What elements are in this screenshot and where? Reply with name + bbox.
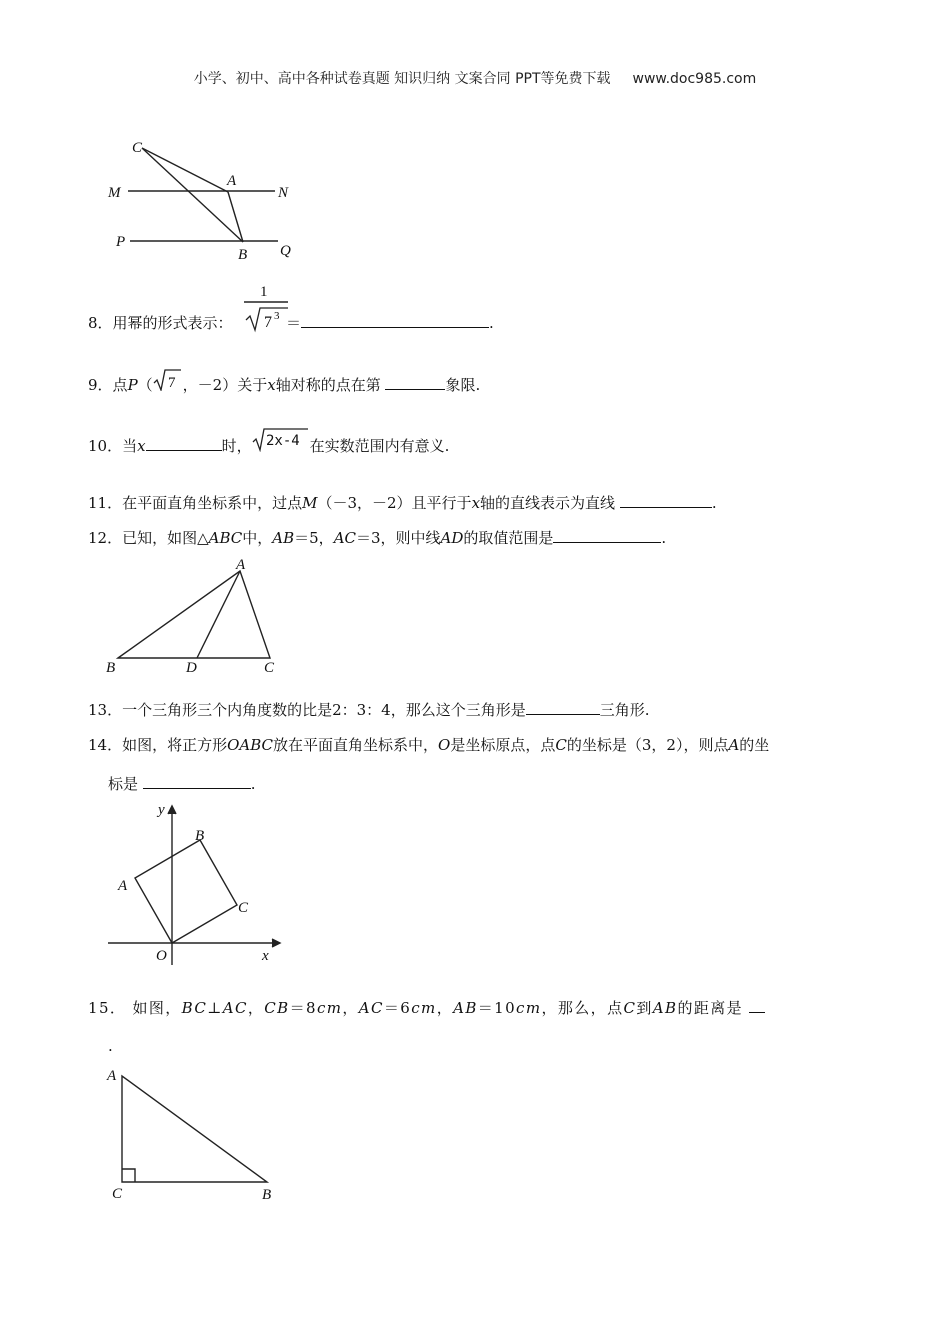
question-13: 13．一个三角形三个内角度数的比是2：3：4，那么这个三角形是 三角形. [88, 701, 650, 719]
question-15-end: . [108, 1037, 113, 1055]
answer-blank[interactable] [620, 493, 712, 508]
answer-blank[interactable] [385, 375, 445, 390]
question-9: 9．点P（ 7 ，－2）关于x轴对称的点在第 象限. [88, 373, 480, 395]
question-14: 14．如图，将正方形OABC放在平面直角坐标系中，O是坐标原点，点C的坐标是（3，2），则点A的坐 [88, 736, 770, 754]
question-11: 11．在平面直角坐标系中，过点M（－3，－2）且平行于x轴的直线表示为直线 . [88, 494, 717, 512]
figure-triangle-abc-median [100, 555, 290, 680]
page-header [0, 68, 950, 88]
answer-blank[interactable] [553, 528, 661, 543]
label-B: B [195, 828, 205, 844]
answer-blank[interactable] [143, 774, 251, 789]
label-B: B [238, 247, 248, 263]
question-10: 10．当x 时， 2x-4 在实数范围内有意义. [88, 434, 449, 456]
svg-text:7: 7 [167, 375, 176, 391]
sqrt-7 [153, 367, 183, 391]
sqrt-2x-4 [252, 426, 310, 452]
label-A: A [236, 557, 246, 573]
question-14-line2: 标是 . [108, 775, 256, 793]
answer-blank[interactable] [749, 998, 765, 1013]
label-x: x [262, 948, 269, 964]
label-D: D [186, 660, 197, 676]
svg-text:7: 7 [264, 314, 272, 331]
label-C: C [112, 1186, 123, 1202]
header-url[interactable]: www.doc985.com [632, 71, 757, 87]
answer-blank[interactable] [526, 700, 600, 715]
label-O: O [156, 948, 167, 964]
answer-blank[interactable] [146, 436, 222, 451]
figure-right-triangle [100, 1062, 290, 1212]
label-y: y [158, 802, 165, 818]
label-C: C [264, 660, 275, 676]
label-B: B [262, 1187, 272, 1203]
question-15: 15． 如图，BC⊥AC，CB＝8cm，AC＝6cm，AB＝10cm，那么，点C到AB的距离是 [88, 998, 765, 1018]
label-B: B [106, 660, 116, 676]
question-12: 12．已知，如图△ABC中，AB＝5，AC＝3，则中线AD的取值范围是 . [88, 529, 667, 547]
figure-parallel-lines [100, 135, 310, 265]
label-C: C [238, 900, 249, 916]
svg-text:2x-4: 2x-4 [265, 433, 300, 449]
svg-text:3: 3 [274, 310, 280, 322]
header-text: 小学、初中、高中各种试卷真题 知识归纳 文案合同 PPT等免费下载 [193, 71, 611, 87]
label-Q: Q [280, 243, 291, 259]
label-M: M [108, 185, 121, 201]
label-A: A [107, 1068, 117, 1084]
answer-blank[interactable] [301, 313, 489, 328]
label-C: C [132, 140, 143, 156]
label-P: P [116, 234, 126, 250]
question-8: 8．用幂的形式表示： [88, 314, 233, 332]
label-A: A [118, 878, 128, 894]
q8-answer-line: ＝ . [286, 314, 494, 332]
figure-square-coordinate [100, 798, 290, 968]
svg-text:1: 1 [260, 284, 268, 300]
label-N: N [278, 185, 289, 201]
label-A: A [227, 173, 237, 189]
